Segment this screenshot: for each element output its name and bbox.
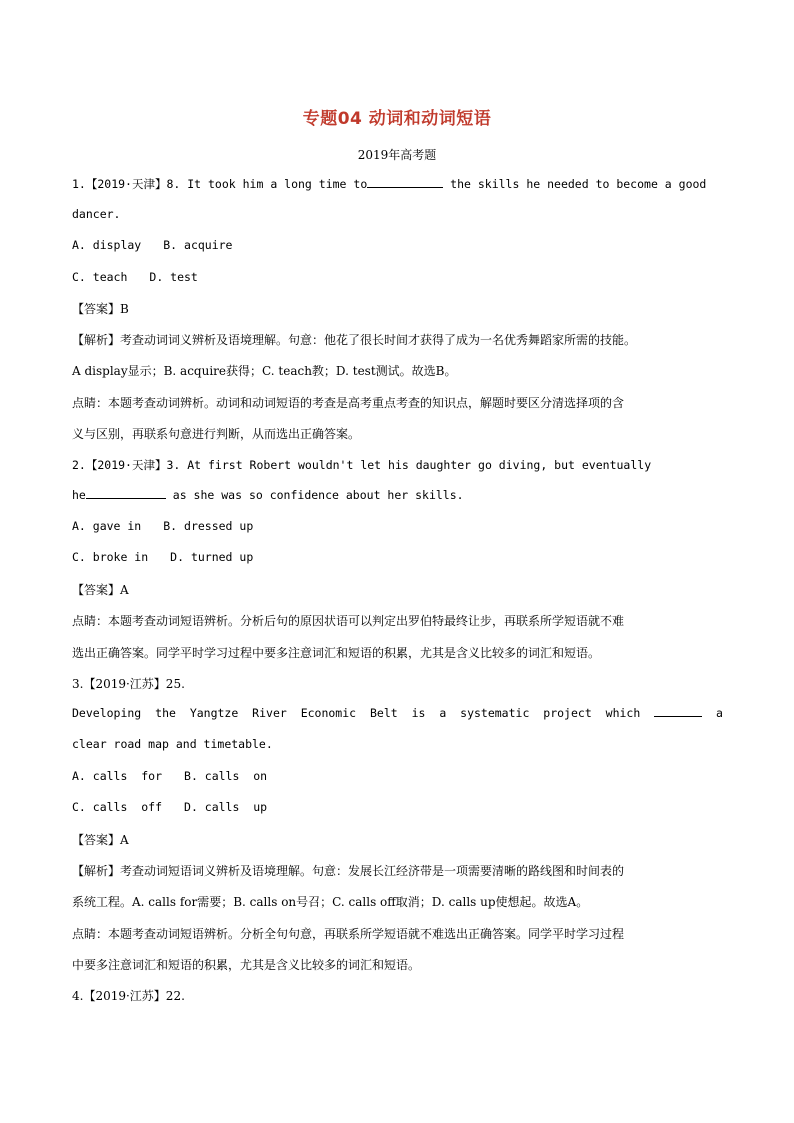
q1-options-row2 xyxy=(72,270,198,284)
q3-word: which xyxy=(605,706,641,720)
q3-word: systematic xyxy=(460,706,530,720)
q3-stem-cont: clear road map and timetable. xyxy=(72,737,273,751)
q3-word: Belt xyxy=(369,706,398,720)
q2-stem-tail: as she was so confidence about her skills. xyxy=(165,488,464,502)
q1-options-row1 xyxy=(72,238,233,252)
q1-analysis-line2: A display显示；B. acquire获得；C. teach教；D. test测试。故选B。 xyxy=(72,364,457,378)
q2-stem-cont xyxy=(72,488,464,502)
q3-option-c: C. calls off xyxy=(72,800,163,814)
q3-option-d: D. calls up xyxy=(184,800,268,814)
section-subtitle: 2019年高考题 xyxy=(357,148,437,162)
q3-word: Yangtze xyxy=(189,706,239,720)
q3-word: the xyxy=(155,706,176,720)
q2-blank xyxy=(86,488,166,499)
page-title: 专题04 动词和动词短语 xyxy=(302,109,492,129)
q2-option-c: C. broke in xyxy=(72,550,149,564)
q1-answer: 【答案】B xyxy=(72,302,129,316)
q3-word: project xyxy=(543,706,592,720)
q1-stem-head: 1.【2019·天津】8. It took him a long time to xyxy=(72,177,368,191)
q2-option-a: A. gave in xyxy=(72,519,142,533)
q3-option-a: A. calls for xyxy=(72,769,163,783)
q3-analysis-line1: 【解析】考查动词短语词义辨析及语境理解。句意：发展长江经济带是一项需要清晰的路线图和时间表的 xyxy=(72,864,625,878)
q3-word: a xyxy=(439,706,447,720)
q2-note-line2: 选出正确答案。同学平时学习过程中要多注意词汇和短语的积累，尤其是含义比较多的词汇和短语。 xyxy=(72,646,601,660)
q1-blank xyxy=(367,177,443,188)
q1-option-c: C. teach xyxy=(72,270,128,284)
q1-analysis-line1: 【解析】考查动词词义辨析及语境理解。句意：他花了很长时间才获得了成为一名优秀舞蹈家所需的技能。 xyxy=(72,333,637,347)
q3-note-line1: 点睛：本题考查动词短语辨析。分析全句句意，再联系所学短语就不难选出正确答案。同学平时学习过程 xyxy=(72,927,625,941)
q4-header: 4.【2019·江苏】22. xyxy=(72,989,185,1003)
q3-word: Developing xyxy=(72,706,142,720)
q3-header: 3.【2019·江苏】25. xyxy=(72,677,185,691)
q1-stem xyxy=(72,176,706,192)
q3-option-b: B. calls on xyxy=(184,769,268,783)
q3-word: Economic xyxy=(300,706,357,720)
q1-note-line1: 点睛：本题考查动词辨析。动词和动词短语的考查是高考重点考查的知识点，解题时要区分清选择项的含 xyxy=(72,396,625,410)
q2-options-row1 xyxy=(72,519,253,533)
q1-stem-tail: the skills he needed to become a good xyxy=(443,177,707,191)
q3-analysis-line2: 系统工程。A. calls for需要；B. calls on号召；C. calls off取消；D. calls up使想起。故选A。 xyxy=(72,895,589,909)
q1-option-a: A. display xyxy=(72,238,142,252)
q1-option-d: D. test xyxy=(149,270,198,284)
q3-word-end: a xyxy=(716,706,723,720)
q2-answer: 【答案】A xyxy=(72,583,129,597)
q2-option-b: B. dressed up xyxy=(163,519,254,533)
q2-option-d: D. turned up xyxy=(170,550,254,564)
q3-options-row1 xyxy=(72,769,267,783)
q2-options-row2 xyxy=(72,550,253,564)
q2-stem: 2.【2019·天津】3. At first Robert wouldn't let his daughter go diving, but eventually xyxy=(72,458,652,472)
q3-word: River xyxy=(252,706,287,720)
q3-word: is xyxy=(411,706,426,720)
q3-stem xyxy=(72,706,723,720)
q2-stem-he: he xyxy=(72,488,86,502)
q1-option-b: B. acquire xyxy=(163,238,233,252)
q3-answer: 【答案】A xyxy=(72,833,129,847)
q1-note-line2: 义与区别，再联系句意进行判断，从而选出正确答案。 xyxy=(72,427,361,441)
q3-blank xyxy=(654,706,702,717)
q2-note-line1: 点睛：本题考查动词短语辨析。分析后句的原因状语可以判定出罗伯特最终让步，再联系所学短语就不难 xyxy=(72,614,625,628)
q3-note-line2: 中要多注意词汇和短语的积累，尤其是含义比较多的词汇和短语。 xyxy=(72,958,421,972)
q3-options-row2 xyxy=(72,800,267,814)
q1-stem-cont: dancer. xyxy=(72,207,121,221)
